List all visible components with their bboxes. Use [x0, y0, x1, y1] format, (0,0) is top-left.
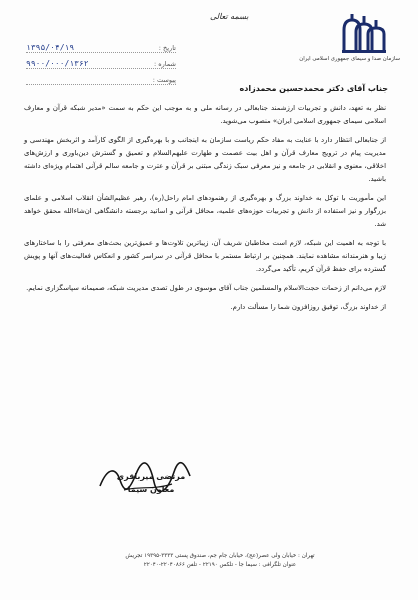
date-label: تاریخ : [158, 44, 176, 52]
body-paragraph: با توجه به اهمیت این شبکه، لازم است مخاطبان شریف آن، زیباترین تلاوت‌ها و عمیق‌ترین بحث‌های معرفتی را با ساختارهای زیبا و هنرمندانه مشاهده نمایند. همچنین بر ارتباط مستمر با محافل قرآنی در سراسر کشور و انعکاس فعالیت‌های آنها و پویش گسترده برای حفظ قرآن کریم، تأکید می‌گردد. [24, 239, 386, 273]
number-label: شماره : [154, 60, 176, 68]
body-paragraph: لازم می‌دانم از زحمات حجت‌الاسلام والمسلمین جناب آقای موسوی در طول تصدی مدیریت شبکه، صمیمانه سپاسگزاری نمایم. [26, 284, 386, 292]
body-paragraph: نظر به تعهد، دانش و تجربیات ارزشمند جنابعالی در رسانه ملی و به موجب این حکم به سمت «مدیر شبکه قرآن و معارف اسلامی سیمای جمهوری اسلامی ایران» منصوب می‌شوید. [24, 104, 386, 125]
org-name: سازمان صدا و سیمای جمهوری اسلامی ایران [299, 56, 400, 62]
attachment-label: پیوست : [152, 76, 176, 84]
recipient-line: جناب آقای دکتر محمدحسین محمدزاده [239, 84, 388, 93]
body-paragraph: این مأموریت با توکل به خداوند بزرگ و بهره‌گیری از رهنمودهای امام راحل(ره)، رهبر عظیم‌الشأن انقلاب اسلامی و علمای بزرگوار و نیز استفاده از دانش و تجربیات حوزه‌های علمیه، محافل قرآنی و اساتید برجسته دانشگاهی ان‌شاءالله محقق خواهد شد. [24, 194, 386, 228]
attachment-row [26, 70, 176, 85]
date-value: ۱۳۹۵/۰۴/۱۹ [26, 43, 75, 52]
signatory-title: معاون سیما [127, 485, 175, 494]
footer-address: تهران : خیابان ولی عصر(عج)، خیابان جام جم، صندوق پستی ۳۳۳۳-۱۹۳۹۵ تجریش [125, 553, 315, 559]
signatory-name: مرتضی میرباقری [116, 472, 186, 481]
number-value: ۹۹۰۰/۰۰۰/۱۳۶۲ [26, 59, 89, 68]
letter-body [24, 102, 386, 320]
letter-meta [26, 38, 176, 86]
letterhead-footer [50, 552, 390, 570]
body-paragraph: از خداوند بزرگ، توفیق روزافزون شما را مسألت دارم. [230, 303, 386, 311]
date-row [26, 38, 176, 53]
bismillah-heading: بسمه تعالی [210, 12, 249, 21]
body-paragraph: از جنابعالی انتظار دارد با عنایت به مفاد حکم ریاست سازمان به اینجانب و با بهره‌گیری از الگوی کارآمد و اثربخش مهندسی و مدیریت پیام در ترویج معارف قرآن و اهل بیت عصمت و طهارت علیهم‌السلام و تعمیق و گسترش دین‌باوری و ارزش‌های اخلاقی، معنوی و انقلابی در جامعه و نیز معرفی سبک زندگی مبتنی بر قرآن و عترت و جامعه سالم قرآنی اهتمام ویژه‌ای داشته باشید. [24, 136, 386, 183]
irib-logo [299, 10, 400, 74]
signature-block [96, 466, 206, 494]
irib-emblem-icon [340, 10, 388, 54]
number-row [26, 54, 176, 69]
footer-contact: عنوان تلگرافی : سیما جا - تلکس ۲۲۱۹۰ - تلفن ۲۲۰۴۰۸۶۶-۲۲۰۴۰ [143, 562, 297, 568]
